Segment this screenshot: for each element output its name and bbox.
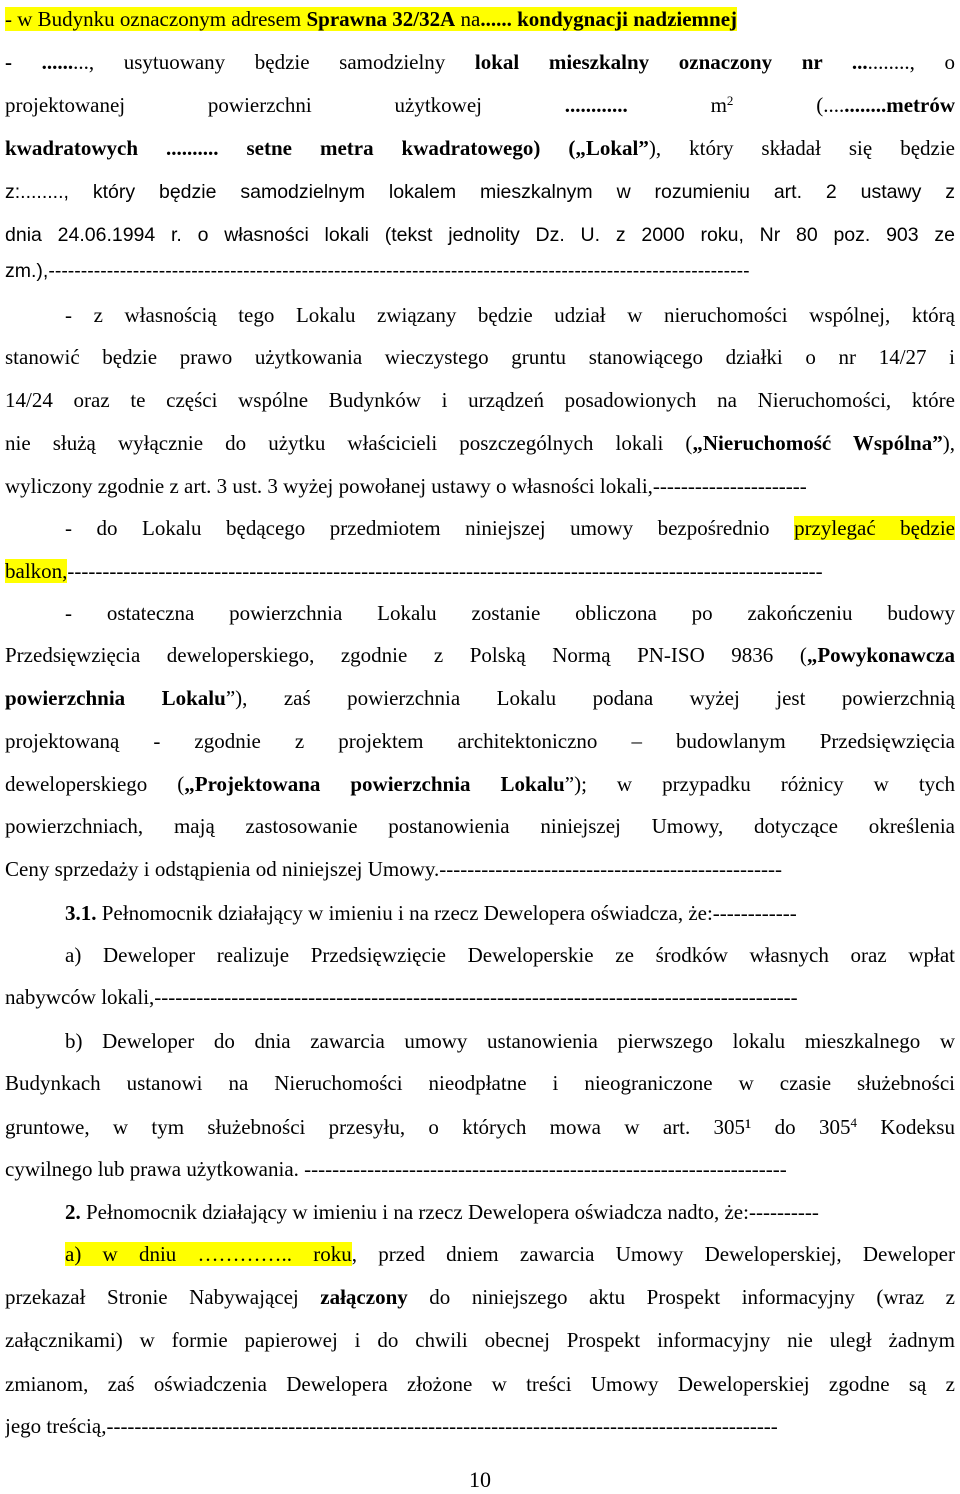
- text-segment: przekazał Stronie Nabywającej: [5, 1285, 321, 1309]
- text-line: [5, 812, 955, 840]
- highlighted-text: Sprawna 32/32A: [306, 7, 456, 31]
- page-number: 10: [469, 1467, 491, 1492]
- text-segment: „Nieruchomość Wspólna”: [692, 431, 943, 455]
- text-line: [5, 1412, 955, 1440]
- text-segment: ------------------------------------------------------------------------------------------------------------: [48, 260, 750, 282]
- text-line: [5, 472, 955, 500]
- text-segment: Pełnomocnik działający w imieniu i na rzecz Dewelopera oświadcza, że:------------: [96, 901, 797, 925]
- text-segment: ..........: [166, 136, 219, 160]
- text-segment: 2.: [65, 1200, 81, 1224]
- text-segment: zm.),: [5, 260, 49, 282]
- text-segment: setne metra kwadratowego) (: [218, 136, 576, 160]
- text-segment: ......: [41, 50, 74, 74]
- text-segment: jego treścią,------------------------------------------------------------------------------------------------: [5, 1414, 778, 1438]
- text-segment: - do Lokalu będącego przedmiotem niniejszej umowy bezpośrednio: [65, 516, 795, 540]
- text-segment: ........: [20, 181, 64, 203]
- text-segment: Pełnomocnik działający w imieniu i na rzecz Dewelopera oświadcza nadto, że:----------: [80, 1200, 819, 1224]
- text-line: [5, 514, 955, 542]
- text-segment: do niniejszego aktu Prospekt informacyjny (wraz z: [407, 1285, 955, 1309]
- text-line: [5, 1198, 955, 1226]
- text-segment: ”); w przypadku różnicy w tych: [564, 772, 955, 796]
- text-segment: ........metrów: [844, 93, 955, 117]
- text-line: [5, 983, 955, 1011]
- text-line: [5, 641, 955, 669]
- text-line: [5, 1283, 955, 1311]
- text-segment: „Lokal”: [575, 136, 649, 160]
- highlighted-text: przylegać będzie: [794, 516, 955, 540]
- highlighted-text: balkon,: [5, 559, 68, 583]
- text-segment: - z własnością tego Lokalu związany będzie udział w nieruchomości wspólnej, którą: [65, 303, 955, 327]
- text-segment: 2: [726, 93, 734, 108]
- text-line: [5, 899, 955, 927]
- text-segment: projektowanej powierzchni użytkowej: [5, 93, 565, 117]
- highlighted-text: ...... kondygnacji nadziemnej: [480, 7, 738, 31]
- text-segment: [138, 136, 166, 160]
- text-segment: Budynkach ustanowi na Nieruchomości nieodpłatne i nieograniczone w czasie służebności: [5, 1071, 955, 1095]
- text-segment: Przedsięwzięcia deweloperskiego, zgodnie z Polską Normą PN-ISO 9836 (: [5, 643, 807, 667]
- text-segment: - ostateczna powierzchnia Lokalu zostanie obliczona po zakończeniu budowy: [65, 601, 955, 625]
- text-segment: powierzchnia Lokalu: [5, 686, 226, 710]
- text-segment: kwadratowych: [5, 136, 139, 160]
- text-line: [5, 1370, 955, 1398]
- text-segment: m: [627, 93, 727, 117]
- text-segment: ), który składał się będzie: [648, 136, 955, 160]
- text-line: [5, 5, 955, 33]
- text-line: [5, 134, 955, 162]
- highlighted-text: a) w dniu: [65, 1242, 198, 1266]
- text-line: [5, 557, 955, 585]
- text-segment: Ceny sprzedaży i odstąpienia od niniejszej Umowy.-------------------------------------------------: [5, 857, 782, 881]
- highlighted-text: na: [455, 7, 481, 31]
- text-segment: 14/24 oraz te części wspólne Budynków i urządzeń posadowionych na Nieruchomości, które: [5, 388, 955, 412]
- text-line: [5, 727, 955, 755]
- text-segment: projektowaną - zgodnie z projektem architektoniczno – budowlanym Przedsięwzięcia: [5, 729, 955, 753]
- text-line: [5, 599, 955, 627]
- text-line: [5, 177, 955, 205]
- text-line: [5, 684, 955, 712]
- text-segment: , przed dniem zawarcia Umowy Deweloperskiej, Deweloper: [351, 1242, 955, 1266]
- text-line: [5, 770, 955, 798]
- text-line: [5, 91, 955, 119]
- text-segment: z:: [5, 181, 21, 203]
- text-line: [5, 1240, 955, 1268]
- text-line: [5, 256, 955, 284]
- highlighted-text: . roku: [286, 1242, 352, 1266]
- text-segment: cywilnego lub prawa użytkowania. ---------------------------------------------------------------------: [5, 1157, 787, 1181]
- text-segment: ........, o: [867, 50, 955, 74]
- text-line: [5, 1326, 955, 1354]
- text-segment: stanowić będzie prawo użytkowania wieczystego gruntu stanowiącego działki o nr 14/27 i: [5, 345, 955, 369]
- text-segment: (....: [733, 93, 845, 117]
- text-segment: załączony: [320, 1285, 408, 1309]
- text-segment: 3.1.: [65, 901, 97, 925]
- text-segment: ”), zaś powierzchnia Lokalu podana wyżej jest powierzchnią: [225, 686, 955, 710]
- text-segment: 4: [850, 1115, 857, 1130]
- text-segment: Kodeksu: [857, 1115, 955, 1139]
- text-segment: ............: [564, 93, 628, 117]
- text-segment: nie służą wyłącznie do użytku właścicieli poszczególnych lokali (: [5, 431, 693, 455]
- text-segment: wyliczony zgodnie z art. 3 ust. 3 wyżej powołanej ustawy o własności lokali,----------------------: [5, 474, 807, 498]
- text-line: [5, 343, 955, 371]
- highlighted-text: - w Budynku oznaczonym adresem: [5, 7, 307, 31]
- text-line: [5, 220, 955, 248]
- text-segment: ...: [822, 50, 868, 74]
- text-segment: „Powykonawcza: [806, 643, 955, 667]
- text-segment: , który będzie samodzielnym lokalem mieszkalnym w rozumieniu art. 2 ustawy z: [63, 181, 955, 203]
- text-segment: nabywców lokali,--------------------------------------------------------------------------------------------: [5, 985, 798, 1009]
- text-segment: gruntowe, w tym służebności przesyłu, o których mowa w art. 305¹ do 305: [5, 1115, 851, 1139]
- text-segment: b) Deweloper do dnia zawarcia umowy ustanowienia pierwszego lokalu mieszkalnego w: [65, 1029, 955, 1053]
- text-segment: dnia 24.06.1994 r. o własności lokali (tekst jednolity Dz. U. z 2000 roku, Nr 80 poz. 903 ze: [5, 224, 955, 246]
- text-line: [5, 301, 955, 329]
- text-line: [5, 48, 955, 76]
- text-segment: zmianom, zaś oświadczenia Dewelopera złożone w treści Umowy Deweloperskiej zgodne są z: [5, 1372, 955, 1396]
- text-line: [5, 1027, 955, 1055]
- text-line: [5, 941, 955, 969]
- text-line: [5, 1155, 955, 1183]
- text-segment: powierzchniach, mają zastosowanie postanowienia niniejszej Umowy, dotyczące określenia: [5, 814, 955, 838]
- text-line: [5, 386, 955, 414]
- text-segment: -: [5, 50, 42, 74]
- text-segment: „Projektowana powierzchnia Lokalu: [184, 772, 565, 796]
- text-segment: deweloperskiego (: [5, 772, 185, 796]
- text-segment: ------------------------------------------------------------------------------------------------------------: [67, 559, 823, 583]
- text-segment: załącznikami) w formie papierowej i do chwili obecnej Prospekt informacyjny nie uległ żadnym: [5, 1328, 955, 1352]
- text-line: [5, 1113, 955, 1141]
- highlighted-text: ………….: [197, 1242, 287, 1266]
- text-segment: a) Deweloper realizuje Przedsięwzięcie Deweloperskie ze środków własnych oraz wpłat: [65, 943, 955, 967]
- text-segment: ),: [942, 431, 955, 455]
- text-segment: lokal mieszkalny oznaczony nr: [474, 50, 823, 74]
- text-segment: ..., usytuowany będzie samodzielny: [73, 50, 475, 74]
- text-line: [5, 1069, 955, 1097]
- text-line: [5, 429, 955, 457]
- text-line: [5, 855, 955, 883]
